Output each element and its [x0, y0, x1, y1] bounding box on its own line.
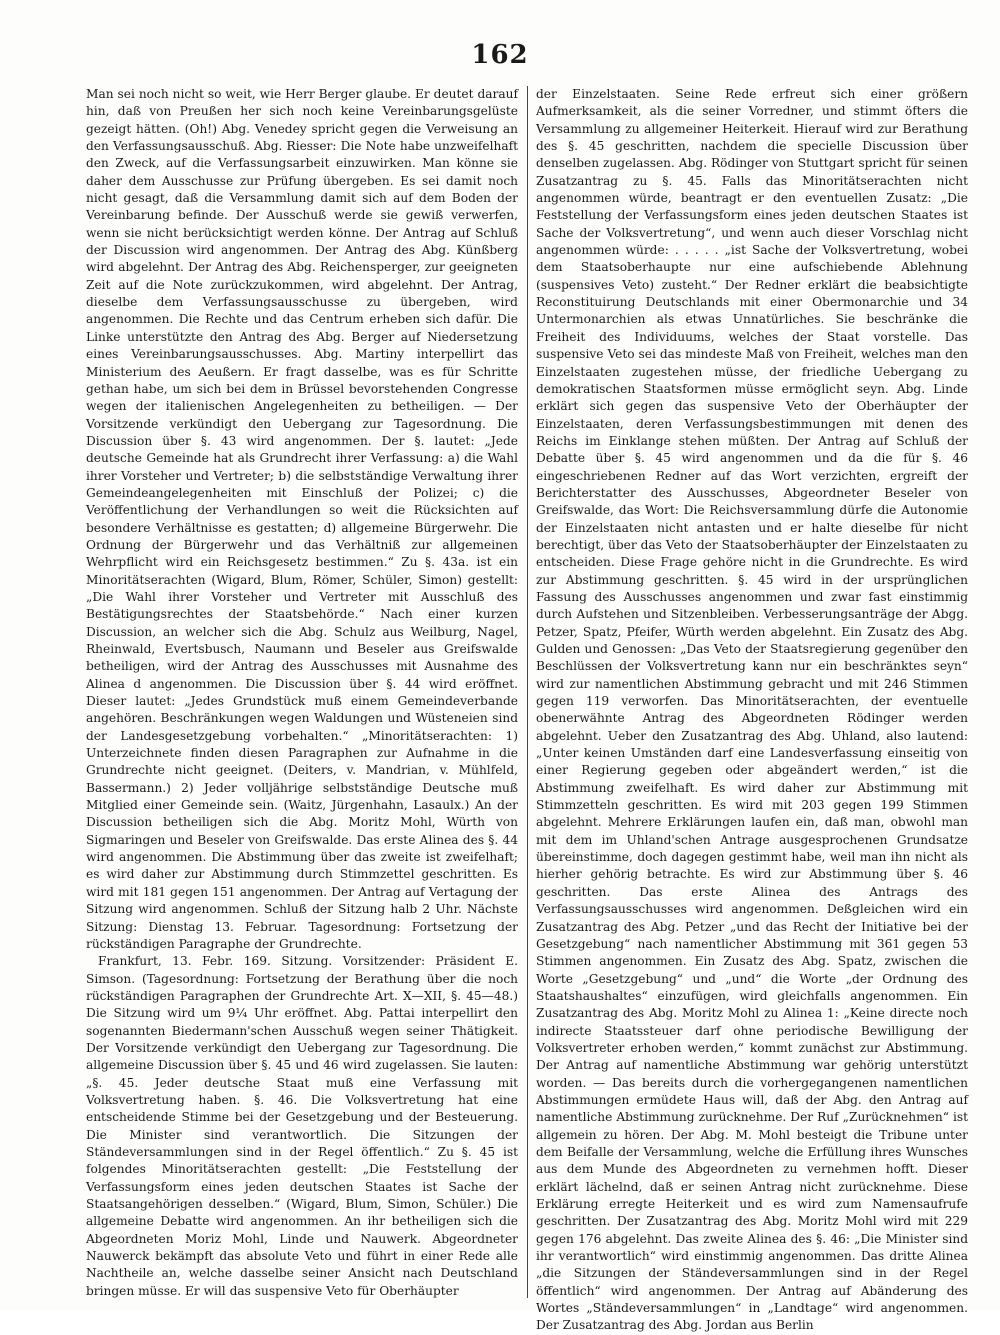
text-columns — [86, 86, 968, 1333]
column-divider — [527, 86, 528, 1298]
paragraph: Frankfurt, 13. Febr. 169. Sitzung. Vorsitzender: Präsident E. Simson. (Tagesordnung: Fortsetzung der Berathung über die noch rückständigen Paragraphen der Grundrechte Art. X—XII, §. 45—48.) Die Sitzung wird um 9¼ Uhr eröffnet. Abg. Pattai interpellirt den sogenannten Biedermann'schen Ausschuß wegen seiner Thätigkeit. Der Vorsitzende verkündigt den Uebergang zur Tagesordnung. Die allgemeine Discussion über §. 45 und 46 wird zugelassen. Sie lauten: „§. 45. Jeder deutsche Staat muß eine Verfassung mit Volksvertretung haben. §. 46. Die Volksvertretung hat eine entscheidende Stimme bei der Gesetzgebung und der Besteuerung. Die Minister sind verantwortlich. Die Sitzungen der Ständeversammlungen sind in der Regel öffentlich.“ Zu §. 45 ist folgendes Minoritätserachten gestellt: „Die Feststellung der Verfassungsform eines jeden deutschen Staates ist Sache der Staatsangehörigen desselben.“ (Wigard, Blum, Simon, Schüler.) Die allgemeine Debatte wird angenommen. An ihr betheiligen sich die Abgeordneten Moriz Mohl, Linde und Nauwerk. Abgeordneter Nauwerck bekämpft das absolute Veto und führt in einer Rede alle Nachtheile an, welche dasselbe seiner Ansicht nach Deutschland bringen müsse. Er will das suspensive Veto für Oberhäupter — [86, 954, 518, 1298]
left-column — [86, 86, 518, 1298]
paragraph: der Einzelstaaten. Seine Rede erfreut sich einer größern Aufmerksamkeit, als die seiner Vorredner, und stimmt öfters die Versammlung zu allgemeiner Heiterkeit. Hierauf wird zur Berathung des §. 45 geschritten, nachdem die specielle Discussion über denselben zugelassen. Abg. Rödinger von Stuttgart spricht für seinen Zusatzantrag zu §. 45. Falls das Minoritätserachten nicht angenommen würde, beantragt er den eventuellen Zusatz: „Die Feststellung der Verfassungsform eines jeden deutschen Staates ist Sache der Volksvertretung“, und wenn auch dieser Vorschlag nicht angenommen würde: . . . . . „ist Sache der Volksvertretung, wobei dem Staatsoberhaupte nur eine aufschiebende Ablehnung (suspensives Veto) zusteht.“ Der Redner erklärt die beabsichtigte Reconstituirung Deutschlands mit einer Obermonarchie und 34 Untermonarchien als etwas Unnatürliches. Sie beschränke die Freiheit des Individuums, welches der Staat vorstelle. Das suspensive Veto sei das mindeste Maß von Freiheit, welches man den Einzelstaaten zugestehen müsse, der friedliche Uebergang zu demokratischen Staatsformen müsse ermöglicht seyn. Abg. Linde erklärt sich gegen das suspensive Veto der Oberhäupter der Einzelstaaten, deren Verfassungsbestimmungen mit denen des Reichs im Einklange stehen müßten. Der Antrag auf Schluß der Debatte über §. 45 wird angenommen und da die für §. 46 eingeschriebenen Redner auf das Wort verzichten, ergreift der Berichterstatter des Ausschusses, Abgeordneter Beseler von Greifswalde, das Wort: Die Reichsversammlung dürfe die Autonomie der Einzelstaaten nicht antasten und er halte dieselbe für nicht berechtigt, über das Veto der Staatsoberhäupter der Einzelstaaten zu entscheiden. Diese Frage gehöre nicht in die Grundrechte. Es wird zur Abstimmung geschritten. §. 45 wird in der ursprünglichen Fassung des Ausschusses angenommen und zwar fast einstimmig durch Aufstehen und Sitzenbleiben. Verbesserungsanträge der Abgg. Petzer, Spatz, Pfeifer, Würth werden abgelehnt. Ein Zusatz des Abg. Gulden und Genossen: „Das Veto der Staatsregierung gegenüber den Beschlüssen der Volksvertretung kann nur ein beschränktes seyn“ wird zur namentlichen Abstimmung gebracht und mit 246 Stimmen gegen 119 verworfen. Das Minoritätserachten, der eventuelle obenerwähnte Antrag des Abgeordneten Rödinger werden abgelehnt. Ueber den Zusatzantrag des Abg. Uhland, also lautend: „Unter keinen Umständen darf eine Landesverfassung einseitig von einer Regierung gegeben oder abgeändert werden,“ ist die Abstimmung zweifelhaft. Es wird daher zur Abstimmung mit Stimmzetteln geschritten. Es wird mit 203 gegen 199 Stimmen abgelehnt. Mehrere Erklärungen laufen ein, daß man, obwohl man mit dem im Uhland'schen Antrage ausgesprochenen Grundsatze übereinstimme, doch dagegen gestimmt habe, weil man ihn nicht als hierher gehörig betrachte. Es wird zur Abstimmung über §. 46 geschritten. Das erste Alinea des Antrags des Verfassungsausschusses wird angenommen. Deßgleichen wird ein Zusatzantrag des Abg. Petzer „und das Recht der Initiative bei der Gesetzgebung“ nach namentlicher Abstimmung mit 361 gegen 53 Stimmen angenommen. Ein Zusatz des Abg. Spatz, zwischen die Worte „Gesetzgebung“ und „und“ die Worte „der Ordnung des Staatshaushaltes“ einzufügen, wird gleichfalls angenommen. Ein Zusatzantrag des Abg. Moritz Mohl zu Alinea 1: „Keine directe noch indirecte Staatssteuer darf ohne periodische Bewilligung der Volksvertreter erhoben werden,“ kommt zunächst zur Abstimmung. Der Antrag auf namentliche Abstimmung war gehörig unterstützt worden. — Das bereits durch die vorhergegangenen namentlichen Abstimmungen ermüdete Haus will, daß der Abg. den Antrag auf namentliche Abstimmung zurücknehme. Der Ruf „Zurücknehmen“ ist allgemein zu hören. Der Abg. M. Mohl besteigt die Tribune unter dem Beifalle der Versammlung, welche die Erfüllung ihres Wunsches aus dem Munde des Abgeordneten zu vernehmen hofft. Dieser erklärt lächelnd, daß er seinen Antrag nicht zurücknehme. Diese Erklärung erregte Heiterkeit und es wird zum Namensaufrufe geschritten. Der Zusatzantrag des Abg. Moritz Mohl wird mit 229 gegen 176 abgelehnt. Das zweite Alinea des §. 46: „Die Minister sind ihr verantwortlich“ wird einstimmig angenommen. Das dritte Alinea „die Sitzungen der Ständeversammlungen sind in der Regel öffentlich“ wird angenommen. Der Antrag auf Abänderung des Wortes „Ständeversammlungen“ in „Landtage“ wird angenommen. Der Zusatzantrag des Abg. Jordan aus Berlin — [536, 87, 968, 1333]
paragraph: Man sei noch nicht so weit, wie Herr Berger glaube. Er deutet darauf hin, daß von Preußen her sich noch keine Vereinbarungsgelüste gezeigt hätten. (Oh!) Abg. Venedey spricht gegen die Verweisung an den Verfassungsausschuß. Abg. Riesser: Die Note habe unzweifelhaft den Zweck, auf die Verfassungsarbeit einzuwirken. Man könne sie daher dem Ausschusse zur Prüfung übergeben. Es sei damit noch nicht gesagt, daß die Versammlung damit sich auf dem Boden der Vereinbarung befinde. Der Ausschuß werde sie gewiß verwerfen, wenn sie nicht berücksichtigt werden könne. Der Antrag auf Schluß der Discussion wird angenommen. Der Antrag des Abg. Künßberg wird abgelehnt. Der Antrag des Abg. Reichensperger, zur geeigneten Zeit auf die Note zurückzukommen, wird abgelehnt. Der Antrag, dieselbe dem Verfassungsausschusse zu übergeben, wird angenommen. Die Rechte und das Centrum erheben sich dafür. Die Linke unterstützte den Antrag des Abg. Berger auf Niedersetzung eines Vereinbarungsausschusses. Abg. Martiny interpellirt das Ministerium des Aeußern. Er fragt dasselbe, was es für Schritte gethan habe, um sich bei dem in Brüssel bevorstehenden Congresse wegen der italienischen Angelegenheiten zu betheiligen. — Der Vorsitzende verkündigt den Uebergang zur Tagesordnung. Die Discussion über §. 43 wird angenommen. Der §. lautet: „Jede deutsche Gemeinde hat als Grundrecht ihrer Verfassung: a) die Wahl ihrer Vorsteher und Vertreter; b) die selbstständige Verwaltung ihrer Gemeindeangelegenheiten mit Einschluß der Polizei; c) die Veröffentlichung der Verhandlungen so weit die Rücksichten auf besondere Verhältnisse es gestatten; d) allgemeine Bürgerwehr. Die Ordnung der Bürgerwehr und das Verhältniß zur allgemeinen Wehrpflicht wird ein Reichsgesetz bestimmen.“ Zu §. 43a. ist ein Minoritätserachten (Wigard, Blum, Römer, Schüler, Simon) gestellt: „Die Wahl ihrer Vorsteher und Vertreter mit Ausschluß des Bestätigungsrechtes der Staatsbehörde.“ Nach einer kurzen Discussion, an welcher sich die Abg. Schulz aus Weilburg, Nagel, Rheinwald, Evertsbusch, Naumann und Beseler aus Greifswalde betheiligen, wird der Antrag des Ausschusses mit Ausnahme des Alinea d angenommen. Die Discussion über §. 44 wird eröffnet. Dieser lautet: „Jedes Grundstück muß einem Gemeindeverbande angehören. Beschränkungen wegen Waldungen und Wüsteneien sind der Landesgesetzgebung vorbehalten.“ „Minoritätserachten: 1) Unterzeichnete finden diesen Paragraphen zur Aufnahme in die Grundrechte nicht geeignet. (Deiters, v. Mandrian, v. Mühlfeld, Bassermann.) 2) Jeder volljährige selbstständige Deutsche muß Mitglied einer Gemeinde sein. (Waitz, Jürgenhahn, Lasaulx.) An der Discussion betheiligen sich die Abg. Moritz Mohl, Würth von Sigmaringen und Beseler von Greifswalde. Das erste Alinea des §. 44 wird angenommen. Die Abstimmung über das zweite ist zweifelhaft; es wird daher zur Abstimmung durch Stimmzettel geschritten. Es wird mit 181 gegen 151 angenommen. Der Antrag auf Vertagung der Sitzung wird angenommen. Schluß der Sitzung halb 2 Uhr. Nächste Sitzung: Dienstag 13. Februar. Tagesordnung: Fortsetzung der rückständigen Paragraphe der Grundrechte. — [86, 87, 518, 951]
right-column — [536, 86, 968, 1333]
page-number: 162 — [471, 40, 529, 70]
